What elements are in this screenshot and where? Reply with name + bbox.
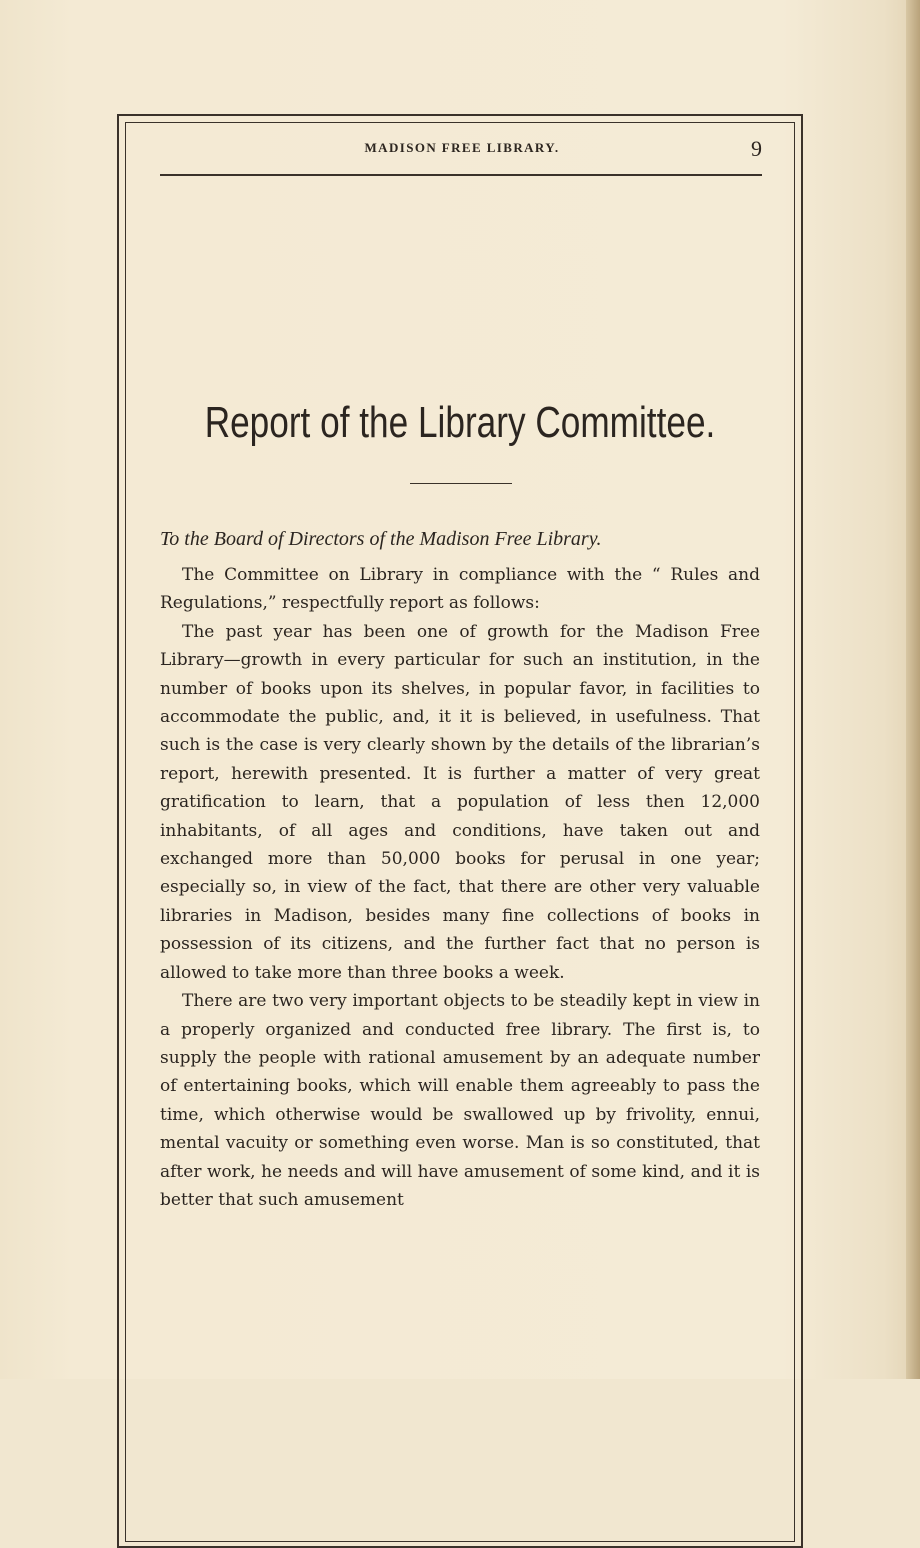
paragraph: The Committee on Library in compliance with the “ Rules and Regulations,” respectfully report as follows:	[160, 565, 760, 614]
page-number: 9	[751, 136, 762, 161]
paragraph: There are two very important objects to be steadily kept in view in a properly organized and conducted free library. The first is, to supply the people with rational amusement by an adequate number of entertaining books, which will enable them agreeably to pass the time, which otherwise would be swallowed up by frivolity, ennui, mental vacuity or something even worse. Man is so constituted, that after work, he needs and will have amusement of some kind, and it is better that such amusement	[160, 991, 760, 1210]
page-title: Report of the Library Committee.	[204, 398, 716, 447]
running-head: MADISON FREE LIBRARY.	[364, 140, 560, 155]
salutation: To the Board of Directors of the Madison Free Library.	[160, 528, 602, 550]
paragraph: The past year has been one of growth for the Madison Free Library—growth in every particular for such an institution, in the number of books upon its shelves, in popular favor, in facilities to accommodate the public, and, it it is believed, in usefulness. That such is the case is very clearly shown by the details of the librarian’s report, herewith presented. It is further a matter of very great gratification to learn, that a population of less then 12,000 inhabitants, of all ages and conditions, have taken out and exchanged more than 50,000 books for perusal in one year; especially so, in view of the fact, that there are other very valuable libraries in Madison, besides many fine collections of books in possession of its citizens, and the further fact that no person is allowed to take more than three books a week.	[160, 621, 760, 983]
header-rule	[160, 174, 762, 176]
body-text	[160, 561, 760, 1214]
page-edge	[906, 0, 920, 1379]
page-header	[160, 136, 764, 164]
title-rule	[410, 483, 512, 484]
